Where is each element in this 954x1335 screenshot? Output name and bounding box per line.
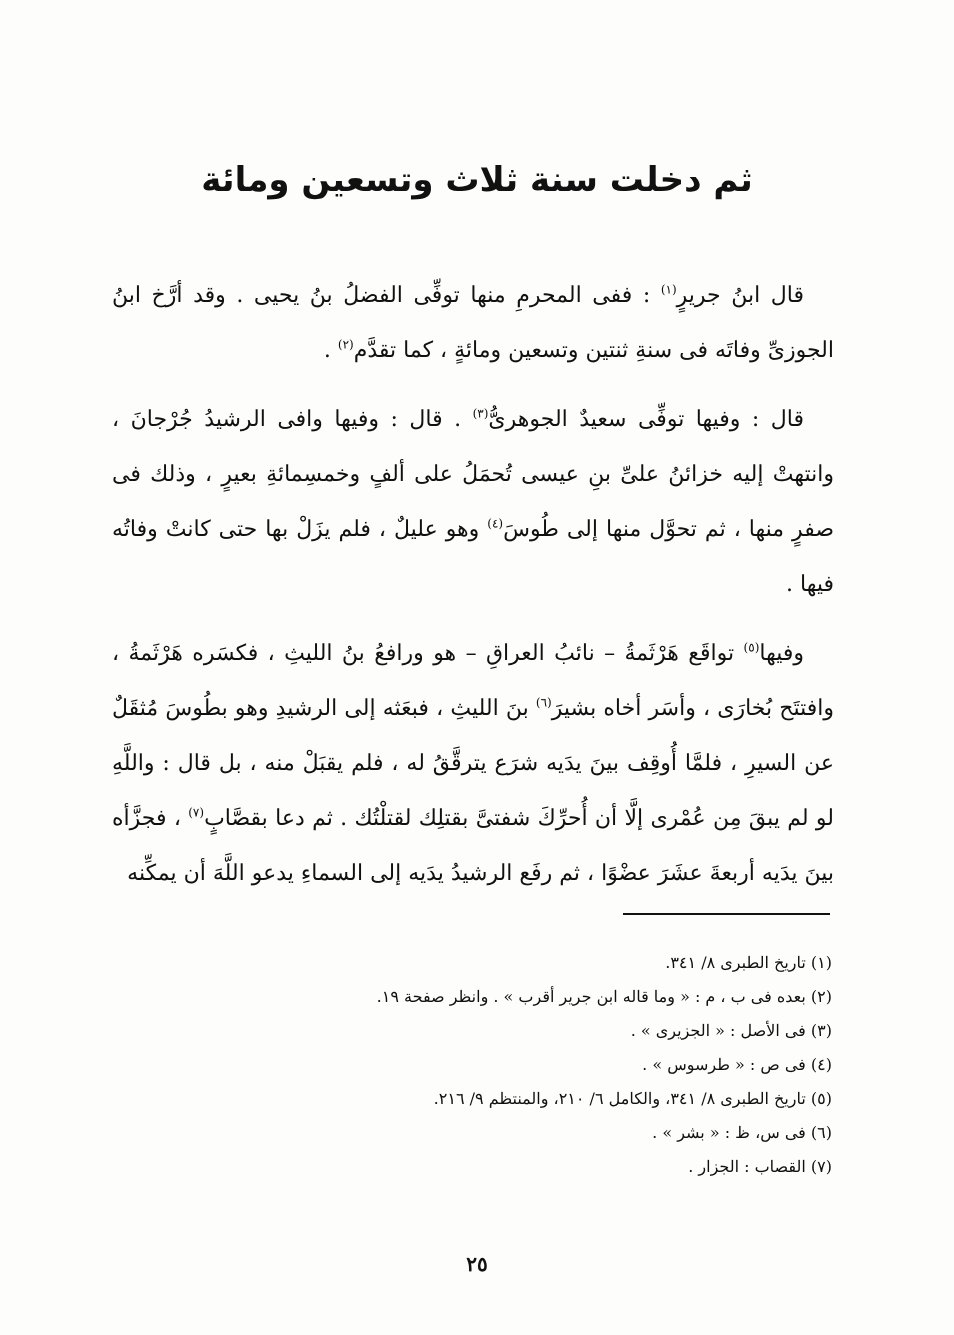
paragraph-text: . قال : وفيها وافى الرشيدُ جُرْجانَ ، وانتهتْ إليه خزائنُ علىِّ بنِ عيسى تُحمَلُ على ألفٍ وخمسِمائةِ بعيرٍ ، وذلك فى صفرٍ منها ، ثم تحوَّل منها إلى طُوسَ <box>112 407 834 542</box>
paragraph-text: : ففى المحرمِ منها توفِّى الفضلُ بنُ يحيى . وقد أرَّخ ابنُ الجوزىِّ وفاتَه فى سنةِ ثنتين وتسعين ومائةٍ ، كما تقدَّم <box>112 283 834 363</box>
footnote: (٦) فى س، ظ : « بشر » . <box>652 1123 832 1142</box>
paragraph-text: . <box>323 338 338 363</box>
footnote-reference: (٤) <box>487 516 504 531</box>
paragraph-text: وهو عليلٌ ، فلم يزَلْ بها حتى كانتْ وفاتُه فيها . <box>112 517 834 597</box>
footnote: (٤) فى ص : « طرسوس » . <box>642 1055 832 1074</box>
paragraph <box>112 392 834 612</box>
footnote: (٥) تاريخ الطبرى ٨/ ٣٤١، والكامل ٦/ ٢١٠، والمنتظم ٩/ ٢١٦. <box>433 1089 832 1108</box>
paragraph-text: قال ابنُ جريرٍ <box>676 283 804 308</box>
footnote-separator <box>623 913 830 915</box>
paragraph <box>112 268 834 378</box>
chapter-title: ثم دخلت سنة ثلاث وتسعين ومائة <box>201 160 753 200</box>
footnote-reference: (٣) <box>472 406 489 421</box>
main-text <box>112 268 834 901</box>
footnote-reference: (٥) <box>743 640 760 655</box>
footnote-reference: (١) <box>660 282 677 297</box>
footnote-reference: (٧) <box>188 805 205 820</box>
footnote-reference: (٢) <box>337 337 354 352</box>
footnote: (١) تاريخ الطبرى ٨/ ٣٤١. <box>665 953 832 972</box>
footnote-reference: (٦) <box>535 695 552 710</box>
footnote: (٢) بعده فى ب ، م : « وما قاله ابن جرير أقرب » . وانظر صفحة ١٩. <box>376 987 832 1006</box>
footnotes <box>160 946 832 1184</box>
footnote: (٣) فى الأصل : « الجزيرى » . <box>630 1021 832 1040</box>
paragraph-text: قال : وفيها توفِّى سعيدٌ الجوهرىُّ <box>488 407 805 432</box>
paragraph-text: وفيها <box>759 641 804 666</box>
paragraph-text: بنَ الليثِ ، فبعَثه إلى الرشيدِ وهو بطُوسَ مُثقَلٌ عن السيرِ ، فلمَّا أُوقِف بينَ يدَيه شرَع يترقَّقُ له ، فلم يقبَلْ منه ، بل قال : واللَّهِ لو لم يبقَ مِن عُمْرى إلَّا أن أُحرِّكَ شفتىَّ بقتلِك لقتلْتُك . ثم دعا بقصَّابٍ <box>112 696 834 831</box>
footnote: (٧) القصاب : الجزار . <box>688 1157 832 1176</box>
page-number: ٢٥ <box>466 1252 488 1276</box>
paragraph-text: ، فجزَّأه بينَ يدَيه أربعةَ عشَرَ عضْوًا ، ثم رفَع الرشيدُ يدَيه إلى السماءِ يدعو اللَّهَ أن يمكِّنه <box>112 806 834 886</box>
paragraph <box>112 626 834 901</box>
paragraph-text: تواقَع هَرْثَمةُ – نائبُ العراقِ – هو ورافعُ بنُ الليثِ ، فكسَره هَرْثَمةُ ، وافتتَح بُخارَى ، وأسَر أخاه بشيرَ <box>112 641 835 721</box>
